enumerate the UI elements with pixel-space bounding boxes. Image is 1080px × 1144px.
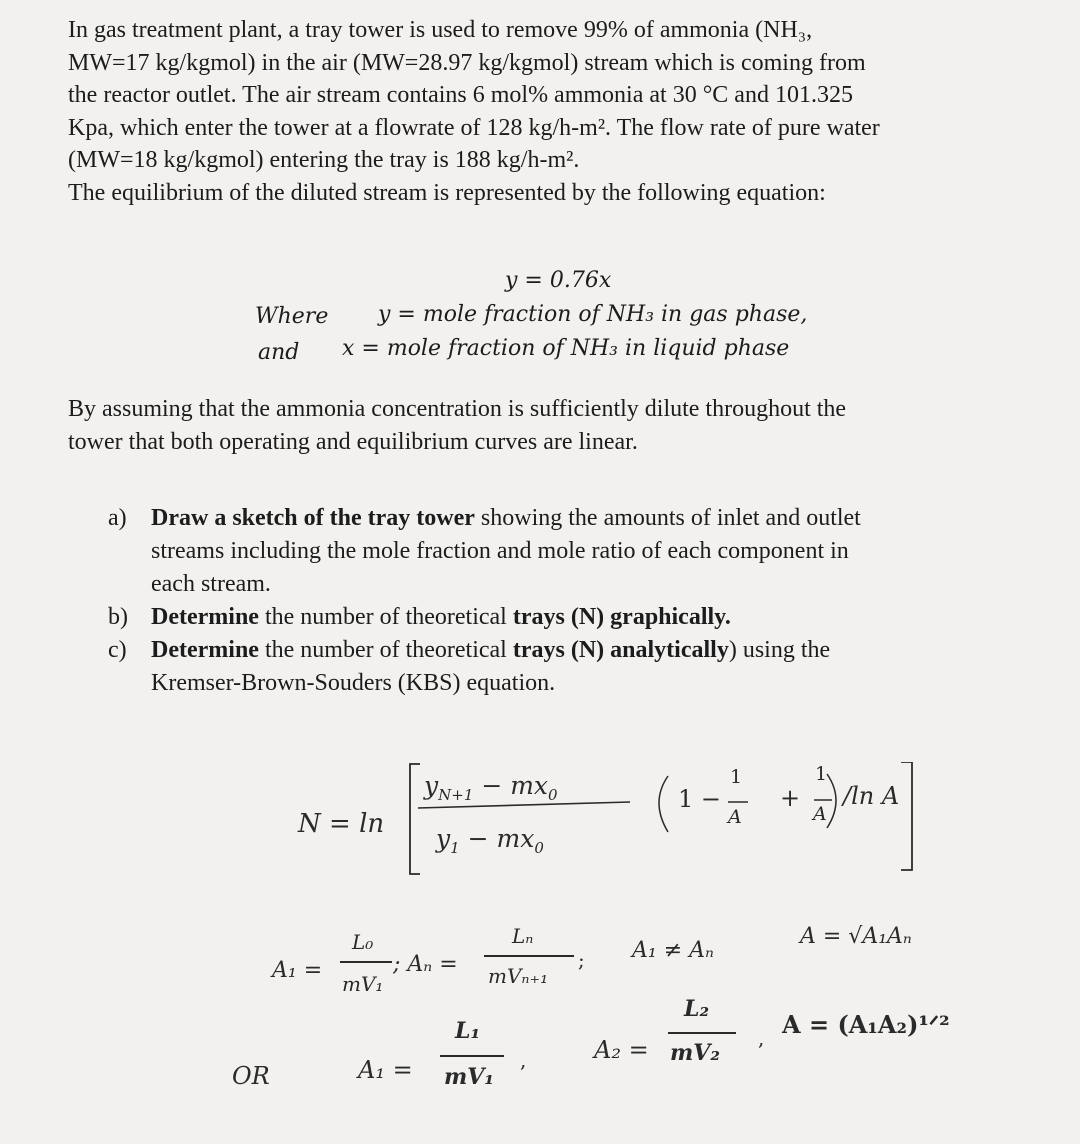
intro-line: In gas treatment plant, a tray tower is used to remove 99% of ammonia (NH₃, <box>68 17 813 43</box>
question-label: a) <box>108 505 127 531</box>
where-definition: y = mole fraction of NH₃ in gas phase, <box>378 302 808 327</box>
a-geometric-mean-2: A = (A₁A₂)¹ᐟ² <box>782 1010 950 1039</box>
a1-denominator: mV₁ <box>342 972 384 996</box>
kbs-a-b: A <box>813 803 827 825</box>
question-c-text: the number of theoretical <box>258 637 513 663</box>
question-a-line: each stream. <box>151 571 271 597</box>
question-label: b) <box>108 604 128 630</box>
where-label: Where <box>255 304 329 329</box>
question-c-target: trays (N) analytically <box>512 637 729 663</box>
intro-line: the reactor outlet. The air stream contains 6 mol% ammonia at 30 °C and 101.325 <box>68 82 853 109</box>
question-c-line: Kremser-Brown-Souders (KBS) equation. <box>151 670 556 696</box>
an-semicolon: ; <box>578 948 585 972</box>
kbs-one-minus: 1 − <box>678 785 722 813</box>
kbs-plus: + <box>780 784 801 812</box>
question-label: c) <box>108 637 127 663</box>
a1-numerator: L₀ <box>352 930 374 954</box>
question-a-lead: Draw a sketch of the tray tower <box>151 505 475 531</box>
a-not-equal: A₁ ≠ Aₙ <box>632 938 714 963</box>
question-c-verb: Determine <box>151 637 259 663</box>
kbs-end: /ln A <box>843 782 900 810</box>
and-label: and <box>258 340 300 365</box>
a1b-numerator: L₁ <box>455 1018 481 1044</box>
question-b-target: trays (N) graphically. <box>512 604 731 630</box>
question-a-line: streams including the mole fraction and mole ratio of each component in <box>151 538 849 564</box>
intro-line: The equilibrium of the diluted stream is represented by the following equation: <box>68 179 826 206</box>
a1-lhs: A₁ = <box>272 958 323 983</box>
kbs-denominator: $y_1 - mx_0$ <box>436 824 544 857</box>
kbs-one: 1 <box>730 766 743 788</box>
intro-line: Kpa, which enter the tower at a flowrate of 128 kg/h-m². The flow rate of pure water <box>68 114 880 141</box>
assumption-line: By assuming that the ammonia concentration is sufficiently dilute throughout the <box>68 396 847 422</box>
an-numerator: Lₙ <box>512 924 534 948</box>
a1b-denominator: mV₁ <box>444 1064 494 1090</box>
an-denominator: mVₙ₊₁ <box>488 964 549 988</box>
intro-line: (MW=18 kg/kgmol) entering the tray is 188 kg/h-m². <box>68 147 580 174</box>
question-c-tail: ) using the <box>728 637 831 663</box>
or-label: OR <box>232 1062 270 1090</box>
a1b-bar <box>440 1055 504 1057</box>
a-geometric-mean: A = √A₁Aₙ <box>800 924 912 949</box>
kbs-a: A <box>728 806 742 828</box>
assumption-line: tower that both operating and equilibrium curves are linear. <box>68 428 638 455</box>
a2-bar <box>668 1032 736 1034</box>
question-b-verb: Determine <box>151 604 259 630</box>
a2-comma: , <box>758 1026 765 1050</box>
and-definition: x = mole fraction of NH₃ in liquid phase <box>342 336 790 361</box>
a2-numerator: L₂ <box>684 996 710 1022</box>
an-lhs: ; Aₙ = <box>393 952 458 977</box>
a2-lhs: A₂ = <box>594 1036 649 1064</box>
question-a-text: showing the amounts of inlet and outlet <box>474 505 861 531</box>
question-b-text: the number of theoretical <box>258 604 513 630</box>
kbs-numerator: $y_{N+1} - mx_0$ <box>424 771 558 804</box>
equilibrium-equation: y = 0.76x <box>505 268 612 293</box>
intro-line: MW=17 kg/kgmol) in the air (MW=28.97 kg/kgmol) stream which is coming from <box>68 49 866 76</box>
kbs-one-b: 1 <box>815 763 828 785</box>
a1b-lhs: A₁ = <box>358 1056 413 1084</box>
a1b-comma: , <box>520 1048 527 1072</box>
kbs-lhs: N = ln <box>298 809 385 839</box>
a2-denominator: mV₂ <box>670 1040 720 1066</box>
